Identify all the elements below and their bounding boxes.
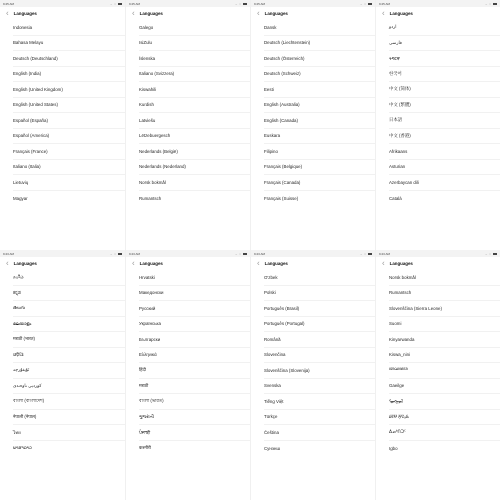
page-title: Languages — [139, 261, 163, 266]
language-item[interactable]: Polski — [264, 286, 375, 302]
battery-icon — [493, 3, 497, 5]
language-panel-8 — [375, 250, 500, 500]
languages-header — [126, 257, 250, 270]
language-item[interactable]: 中文 (香港) — [389, 129, 500, 145]
status-time: 9:25 AM — [3, 1, 15, 6]
battery-icon — [243, 253, 247, 255]
language-item[interactable]: Français (France) — [13, 144, 125, 160]
page-title: Languages — [389, 11, 413, 16]
wifi-icon: ◌ — [364, 251, 366, 256]
language-item[interactable]: Kiswahili — [139, 82, 250, 98]
language-item[interactable]: Русский — [139, 301, 250, 317]
language-item[interactable]: 한국어 — [389, 67, 500, 83]
language-item[interactable]: বাংলা (ভারত) — [139, 394, 250, 410]
language-item[interactable]: ᮘᮞ ᮞᮥᮔ᮪ᮓ — [389, 410, 500, 426]
status-bar — [376, 0, 500, 7]
language-item[interactable]: Slovenščina (Sierra Leone) — [389, 301, 500, 317]
language-item[interactable]: Azerbaycan dili — [389, 175, 500, 191]
back-icon[interactable]: ‹ — [132, 8, 135, 17]
page-title: Languages — [13, 261, 37, 266]
battery-icon — [368, 253, 372, 255]
battery-icon — [493, 253, 497, 255]
language-item[interactable]: اردو — [389, 20, 500, 36]
status-bar — [376, 250, 500, 257]
status-icons — [235, 252, 247, 256]
battery-icon — [118, 3, 122, 5]
wifi-icon: ◌ — [364, 1, 366, 6]
back-icon[interactable]: ‹ — [257, 258, 260, 267]
language-item[interactable]: Български — [139, 332, 250, 348]
language-item[interactable]: Français (Belgique) — [264, 160, 375, 176]
languages-list — [251, 270, 375, 456]
language-item[interactable]: Filipino — [264, 144, 375, 160]
language-item[interactable]: Français (Canada) — [264, 175, 375, 191]
language-item[interactable]: Čeština — [264, 425, 375, 441]
language-item[interactable]: ꦧꦱꦗꦮ — [389, 363, 500, 379]
language-item[interactable]: Lietuvių — [13, 175, 125, 191]
language-item[interactable]: English (Australia) — [264, 98, 375, 114]
page-title: Languages — [139, 11, 163, 16]
language-item[interactable]: ଓଡ଼ିଆ — [13, 348, 125, 364]
language-item[interactable]: English (Canada) — [264, 113, 375, 129]
language-item[interactable]: Lëtzebuergesch — [139, 129, 250, 145]
language-item[interactable]: Tiếng Việt — [264, 394, 375, 410]
language-item[interactable]: বাংলা (বাংলাদেশ) — [13, 394, 125, 410]
back-icon[interactable]: ‹ — [257, 8, 260, 17]
language-item[interactable]: English (India) — [13, 67, 125, 83]
status-bar — [0, 250, 125, 257]
language-item[interactable]: Română — [264, 332, 375, 348]
language-panel-3 — [250, 0, 375, 250]
language-item[interactable]: Indonesia — [13, 20, 125, 36]
status-time: 9:25 AM — [129, 1, 141, 6]
language-item[interactable]: Сунэнш — [264, 445, 280, 451]
language-item[interactable]: ᐃᓄᒃᑎᑐᑦ — [389, 425, 500, 441]
language-item[interactable]: Español (España) — [13, 113, 125, 129]
language-item[interactable]: कश्मीरी — [139, 445, 151, 451]
language-item[interactable]: Deutsch (Schweiz) — [264, 67, 375, 83]
status-bar — [126, 0, 250, 7]
signal-icon: ··· — [359, 251, 363, 256]
page-title: Languages — [264, 11, 288, 16]
language-item[interactable]: 中文 (繁體) — [389, 98, 500, 114]
language-item[interactable]: Kurdish — [139, 98, 250, 114]
languages-list — [376, 270, 500, 456]
language-item[interactable]: Українська — [139, 317, 250, 333]
language-item[interactable]: Türkçe — [264, 410, 375, 426]
languages-list — [126, 270, 250, 456]
language-item[interactable]: Galego — [139, 20, 250, 36]
language-item[interactable]: ਪੰਜਾਬੀ — [139, 425, 250, 441]
wifi-icon: ◌ — [489, 251, 491, 256]
language-panel-4 — [375, 0, 500, 250]
language-item[interactable]: Nederlands (België) — [139, 144, 250, 160]
status-icons — [485, 2, 497, 6]
languages-header — [251, 257, 375, 270]
wifi-icon: ◌ — [114, 1, 116, 6]
back-icon[interactable]: ‹ — [6, 258, 9, 267]
language-item[interactable]: IsiZulu — [139, 36, 250, 52]
language-item[interactable]: Magyar — [13, 195, 28, 201]
language-item[interactable]: Hrvatski — [139, 270, 250, 286]
status-time: 9:25 AM — [379, 1, 391, 6]
language-item[interactable]: Deutsch (Liechtenstein) — [264, 36, 375, 52]
language-item[interactable]: Slovenčina — [264, 348, 375, 364]
language-item[interactable]: Gaeilge — [389, 379, 500, 395]
language-item[interactable]: Eesti — [264, 82, 375, 98]
status-icons — [360, 252, 372, 256]
language-item[interactable]: کوردیی ناوەندی — [13, 379, 125, 395]
language-item[interactable]: فارسی — [389, 36, 500, 52]
signal-icon: ··· — [359, 1, 363, 6]
language-item[interactable]: English (United States) — [13, 98, 125, 114]
language-item[interactable]: नेपाली (नेपाल) — [13, 410, 125, 426]
battery-icon — [118, 253, 122, 255]
language-item[interactable]: Ελληνικά — [139, 348, 250, 364]
languages-list — [0, 270, 125, 456]
status-icons — [360, 2, 372, 6]
status-bar — [0, 0, 125, 7]
status-icons — [485, 252, 497, 256]
status-icons — [235, 2, 247, 6]
language-item[interactable]: ગુજરાતી — [139, 410, 250, 426]
page-title: Languages — [264, 261, 288, 266]
language-item[interactable]: O'zbek — [264, 270, 375, 286]
language-item[interactable]: Euskara — [264, 129, 375, 145]
language-item[interactable]: मराठी (भारत) — [13, 332, 125, 348]
language-item[interactable]: मराठी — [139, 379, 250, 395]
languages-list — [376, 20, 500, 206]
languages-header — [0, 7, 125, 20]
wifi-icon: ◌ — [114, 251, 116, 256]
languages-list — [126, 20, 250, 206]
language-item[interactable]: Català — [389, 195, 402, 201]
status-icons — [110, 2, 122, 6]
language-item[interactable]: Latviešu — [139, 113, 250, 129]
language-item[interactable]: Deutsch (Österreich) — [264, 51, 375, 67]
language-item[interactable]: ไทย — [13, 425, 125, 441]
language-item[interactable]: Íslenska — [139, 51, 250, 67]
language-item[interactable]: Español (America) — [13, 129, 125, 145]
language-item[interactable]: ᠮᠣᠩᠭᠣᠯ — [389, 394, 500, 410]
status-time: 9:23 AM — [129, 251, 141, 256]
language-item[interactable]: Slovenščina (Slovenija) — [264, 363, 375, 379]
languages-header — [0, 257, 125, 270]
language-item[interactable]: Deutsch (Deutschland) — [13, 51, 125, 67]
signal-icon: ··· — [234, 251, 238, 256]
language-item[interactable]: తెలుగు — [13, 301, 125, 317]
languages-list — [251, 20, 375, 206]
status-bar — [126, 250, 250, 257]
language-item[interactable]: Македонски — [139, 286, 250, 302]
language-item[interactable]: Kinyarwanda — [389, 332, 500, 348]
language-panel-1 — [0, 0, 125, 250]
back-icon[interactable]: ‹ — [6, 8, 9, 17]
language-item[interactable]: Nederlands (Nederland) — [139, 160, 250, 176]
language-item[interactable]: Rumantsch — [389, 286, 500, 302]
wifi-icon: ◌ — [239, 1, 241, 6]
language-item[interactable]: Kiswa_nini — [389, 348, 500, 364]
back-icon[interactable]: ‹ — [382, 8, 385, 17]
page-title: Languages — [13, 11, 37, 16]
wifi-icon: ◌ — [489, 1, 491, 6]
status-bar — [251, 0, 375, 7]
signal-icon: ··· — [484, 251, 488, 256]
language-item[interactable]: മലയാളം — [13, 317, 125, 333]
signal-icon: ··· — [109, 1, 113, 6]
language-item[interactable]: 日本語 — [389, 113, 500, 129]
language-item[interactable]: हिंदी — [139, 363, 250, 379]
language-item[interactable]: English (United Kingdom) — [13, 82, 125, 98]
signal-icon: ··· — [234, 1, 238, 6]
language-item[interactable]: Italiano (Italia) — [13, 160, 125, 176]
languages-header — [251, 7, 375, 20]
language-item[interactable]: Rumantsch — [139, 195, 162, 201]
status-bar — [251, 250, 375, 257]
status-time: 9:23 AM — [254, 251, 266, 256]
language-item[interactable]: 中文 (简体) — [389, 82, 500, 98]
language-item[interactable]: Norsk bokmål — [389, 270, 500, 286]
language-item[interactable]: Français (Suisse) — [264, 195, 299, 201]
language-item[interactable]: தமிழ் — [13, 270, 125, 286]
page-title: Languages — [389, 261, 413, 266]
language-item[interactable]: Italiano (Svizzera) — [139, 67, 250, 83]
language-panel-2 — [125, 0, 250, 250]
language-item[interactable]: Asturian — [389, 160, 500, 176]
language-item[interactable]: Dansk — [264, 20, 375, 36]
language-item[interactable]: ئۇيغۇرچە — [13, 363, 125, 379]
language-item[interactable]: Português (Portugal) — [264, 317, 375, 333]
signal-icon: ··· — [484, 1, 488, 6]
language-item[interactable]: Svenska — [264, 379, 375, 395]
language-item[interactable]: Bahasa Melayu — [13, 36, 125, 52]
language-item[interactable]: Suomi — [389, 317, 500, 333]
status-time: 9:25 AM — [254, 1, 266, 6]
back-icon[interactable]: ‹ — [382, 258, 385, 267]
language-item[interactable]: Afrikaans — [389, 144, 500, 160]
language-panel-6 — [125, 250, 250, 500]
languages-header — [376, 257, 500, 270]
language-panel-7 — [250, 250, 375, 500]
wifi-icon: ◌ — [239, 251, 241, 256]
languages-header — [376, 7, 500, 20]
language-item[interactable]: Português (Brasil) — [264, 301, 375, 317]
language-item[interactable]: Igbo — [389, 445, 398, 451]
back-icon[interactable]: ‹ — [132, 258, 135, 267]
signal-icon: ··· — [109, 251, 113, 256]
language-item[interactable]: ພາສາລາວ — [13, 445, 32, 451]
languages-header — [126, 7, 250, 20]
language-item[interactable]: Norsk bokmål — [139, 175, 250, 191]
language-panel-5 — [0, 250, 125, 500]
status-icons — [110, 252, 122, 256]
language-item[interactable]: ಕನ್ನಡ — [13, 286, 125, 302]
battery-icon — [368, 3, 372, 5]
battery-icon — [243, 3, 247, 5]
languages-list — [0, 20, 125, 206]
status-time: 9:23 AM — [379, 251, 391, 256]
status-time: 9:23 AM — [3, 251, 15, 256]
language-item[interactable]: ትግርኛ — [389, 51, 500, 67]
